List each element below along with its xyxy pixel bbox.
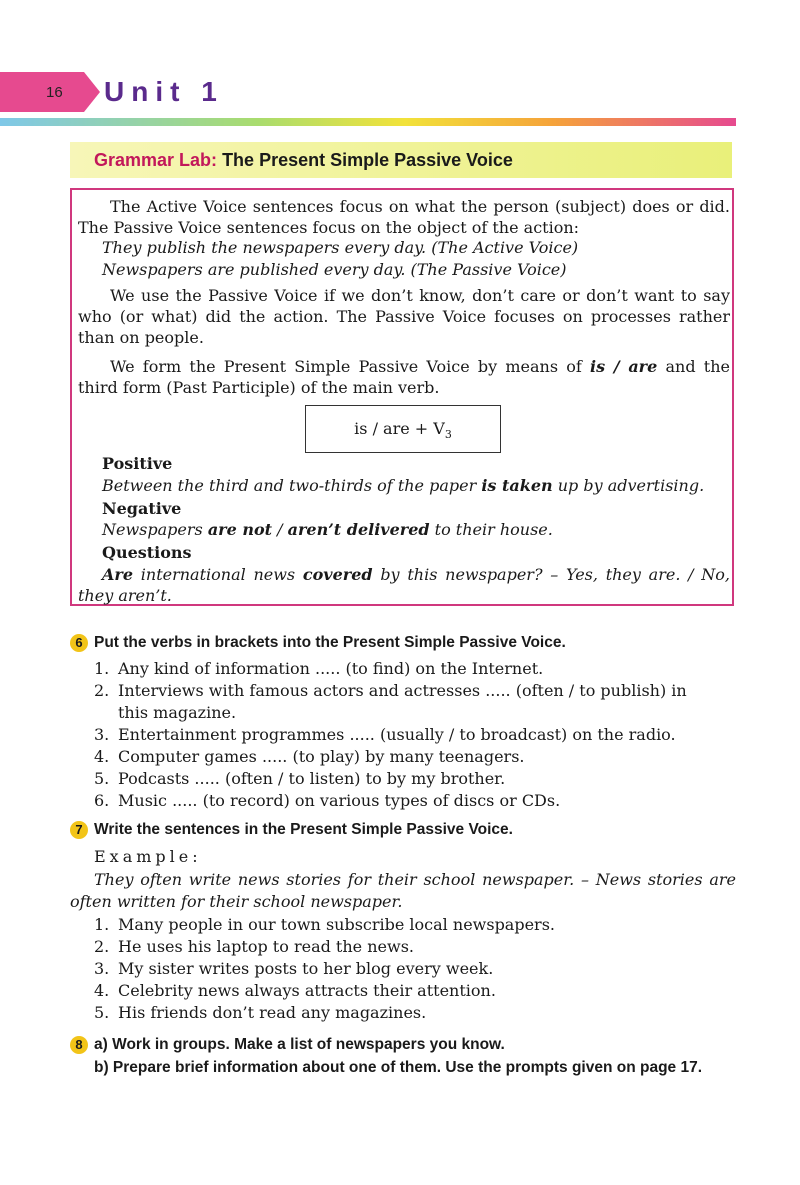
example-text: They often write news stories for their school newspaper. – News stories are often written for their school newspaper. <box>70 870 736 911</box>
exercise-6-item: 6. Music ..... (to record) on various types of discs or CDs. <box>94 791 561 810</box>
header-divider <box>0 118 736 126</box>
grammar-lab-topic: The Present Simple Passive Voice <box>222 150 513 170</box>
exercise-7-item: 1. Many people in our town subscribe local newspapers. <box>94 915 555 934</box>
questions-example: Are international news covered by this newspaper? – Yes, they are. / No, they aren’t. <box>78 565 731 605</box>
exercise-6-instruction: Put the verbs in brackets into the Present Simple Passive Voice. <box>94 634 566 651</box>
exercise-6-item: this magazine. <box>118 703 237 722</box>
formula-box: is / are + $V_3$ <box>305 405 501 453</box>
exercise-6-item: 5. Podcasts ..... (often / to listen) to by my brother. <box>94 769 506 788</box>
negative-example: Newspapers are not / aren’t delivered to their house. <box>102 520 553 539</box>
example-active: They publish the newspapers every day. (The Active Voice) <box>102 238 579 257</box>
exercise-7-item: 3. My sister writes posts to her blog every week. <box>94 959 494 978</box>
exercise-7-item: 4. Celebrity news always attracts their attention. <box>94 981 496 1000</box>
exercise-6-badge: 6 <box>70 634 88 652</box>
exercise-8-badge: 8 <box>70 1036 88 1054</box>
rule-paragraph-1: The Active Voice sentences focus on what the person (subject) does or did. The Passive Voice sentences focus on the object of the action: <box>78 197 730 237</box>
exercise-6-item: 2. Interviews with famous actors and actresses ..... (often / to publish) in <box>94 681 687 700</box>
exercise-7-item: 5. His friends don’t read any magazines. <box>94 1003 427 1022</box>
rule-paragraph-3: We form the Present Simple Passive Voice by means of is / are and the third form (Past Participle) of the main verb. <box>78 357 730 397</box>
example-label: Example: <box>94 847 202 866</box>
positive-heading: Positive <box>102 454 173 473</box>
page-number: 16 <box>46 84 63 101</box>
questions-heading: Questions <box>102 543 192 562</box>
exercise-7-instruction: Write the sentences in the Present Simple Passive Voice. <box>94 821 513 838</box>
exercise-8-part-a: a) Work in groups. Make a list of newspapers you know. <box>94 1036 505 1053</box>
exercise-7-badge: 7 <box>70 821 88 839</box>
example-passive: Newspapers are published every day. (The Passive Voice) <box>102 260 567 279</box>
exercise-6-item: 3. Entertainment programmes ..... (usually / to broadcast) on the radio. <box>94 725 676 744</box>
grammar-lab-title <box>94 150 513 171</box>
grammar-lab-prefix: Grammar Lab: <box>94 150 218 170</box>
exercise-8-part-b: b) Prepare brief information about one of them. Use the prompts given on page 17. <box>94 1059 703 1076</box>
unit-title: Unit 1 <box>104 76 224 107</box>
exercise-7-item: 2. He uses his laptop to read the news. <box>94 937 414 956</box>
rule-paragraph-2: We use the Passive Voice if we don’t know, don’t care or don’t want to say who (or what) did the action. The Passive Voice focuses on processes rather than on people. <box>78 286 730 347</box>
positive-example: Between the third and two-thirds of the paper is taken up by advertising. <box>102 476 705 495</box>
exercise-6-item: 4. Computer games ..... (to play) by many teenagers. <box>94 747 525 766</box>
negative-heading: Negative <box>102 499 182 518</box>
exercise-6-item: 1. Any kind of information ..... (to find) on the Internet. <box>94 659 544 678</box>
